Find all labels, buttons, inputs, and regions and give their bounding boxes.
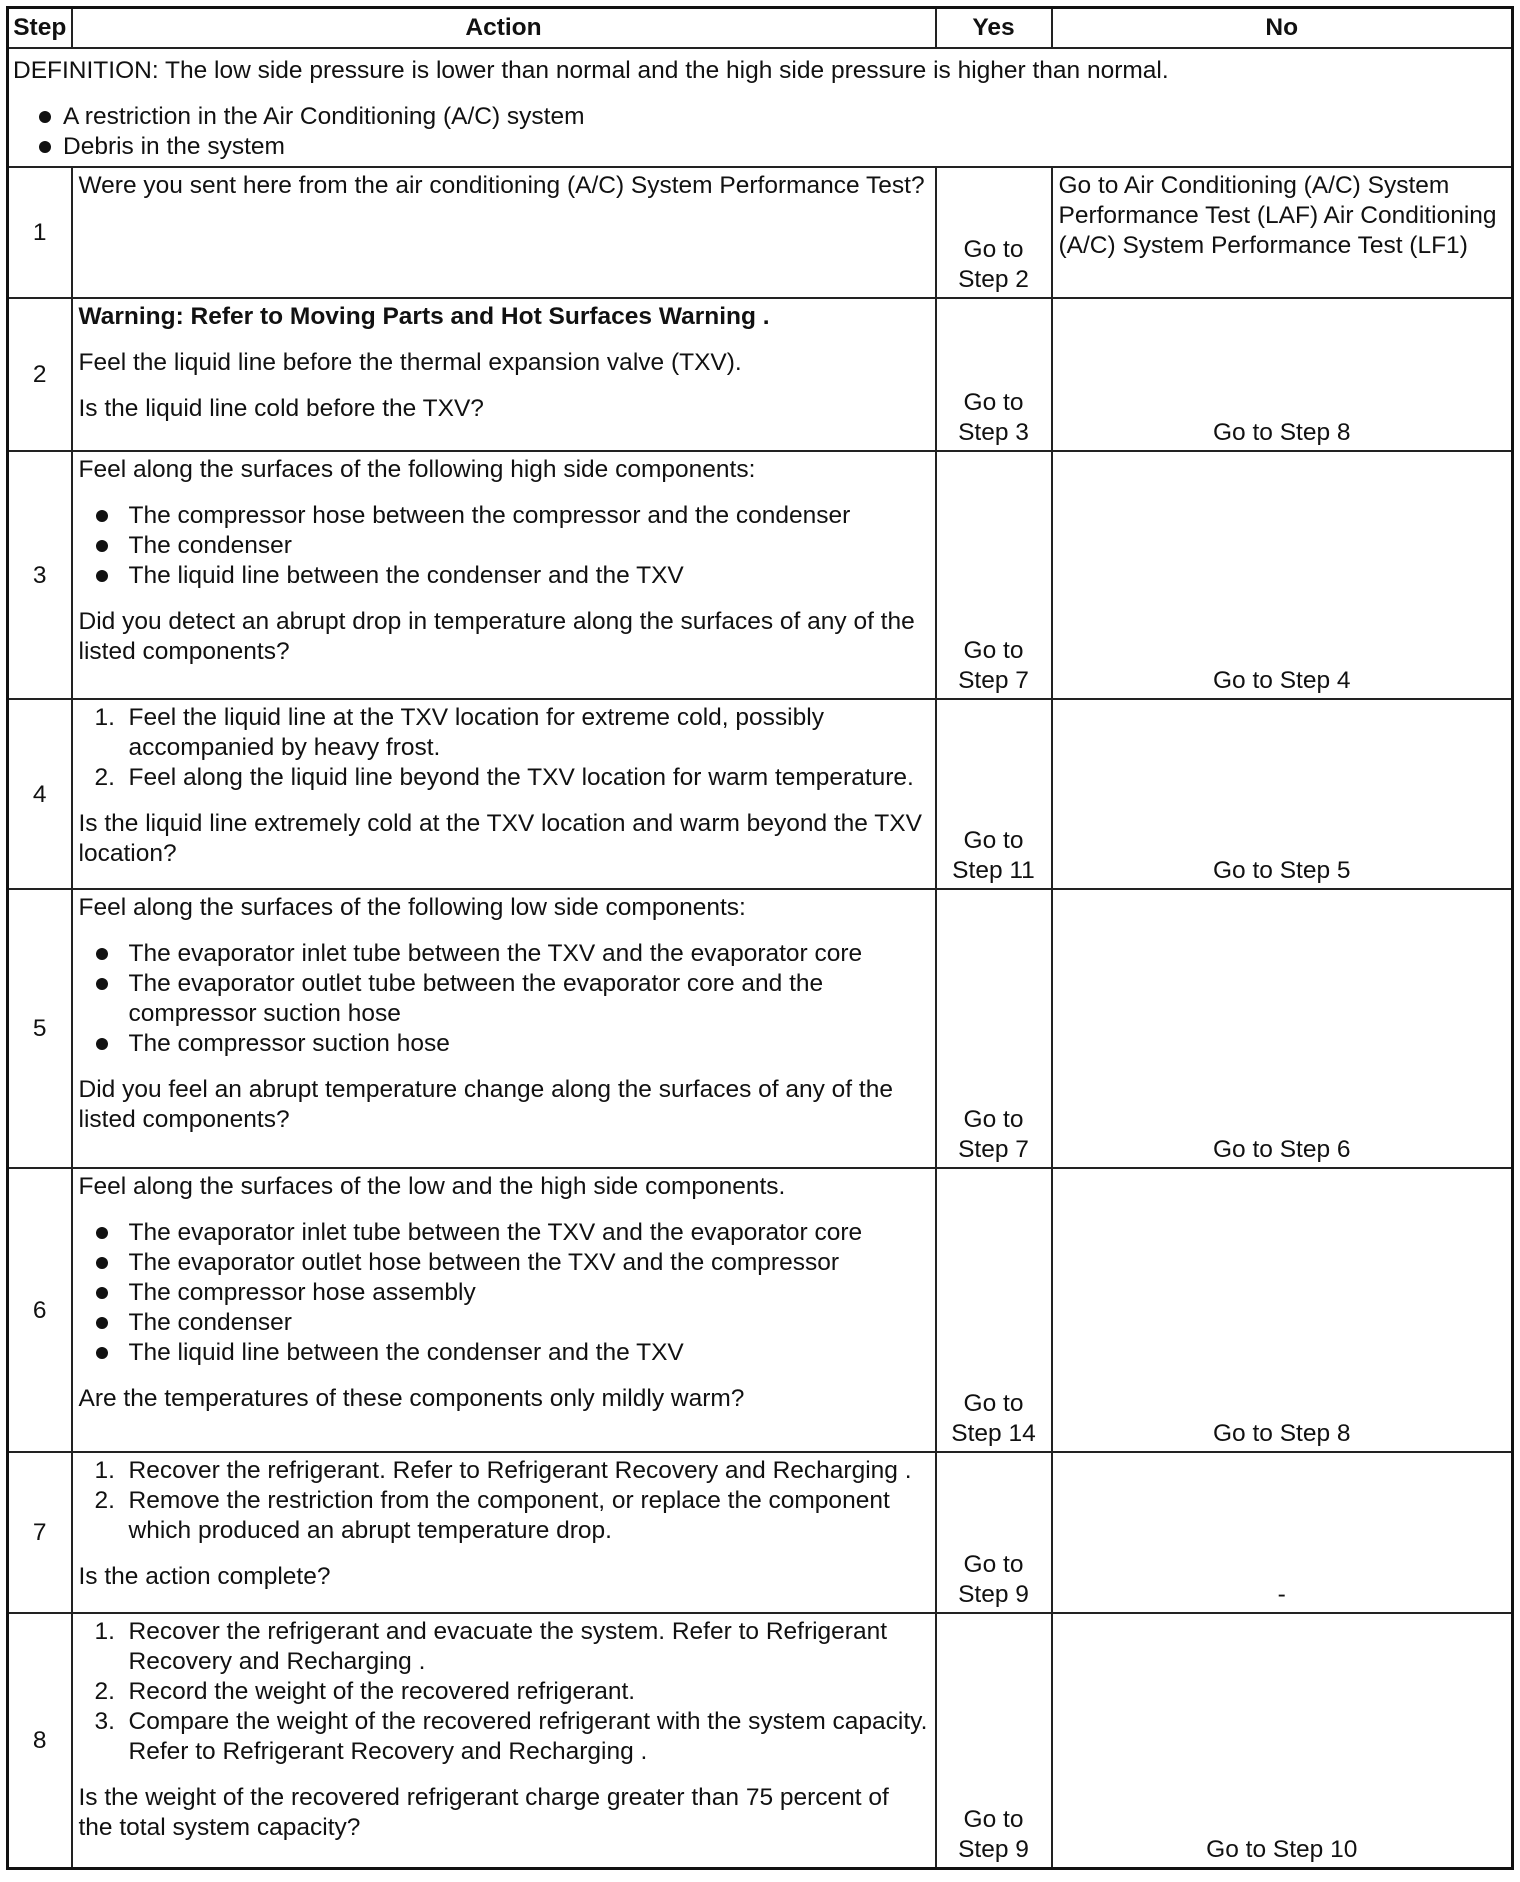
action-bullet: The compressor suction hose [79,1029,929,1059]
action-bullets [79,939,929,1059]
no-cell: - [1052,1452,1513,1613]
table-row [8,1168,1513,1452]
yes-cell: Go to Step 7 [936,889,1052,1168]
header-no: No [1052,8,1513,49]
no-cell: Go to Step 10 [1052,1613,1513,1868]
yes-cell: Go to Step 11 [936,699,1052,889]
yes-cell: Go to Step 9 [936,1613,1052,1868]
yes-cell: Go to Step 7 [936,451,1052,699]
definition-bullet: Debris in the system [13,132,1507,162]
action-step-item: 1. Feel the liquid line at the TXV location for extreme cold, possibly accompanied by heavy frost. [94,704,824,761]
definition-text: DEFINITION: The low side pressure is lower than normal and the high side pressure is higher than normal. [13,57,1169,84]
action-question: Is the action complete? [78,1563,331,1590]
table-row [8,451,1513,699]
step-number: 8 [8,1613,72,1868]
action-bullet: The condenser [79,1308,929,1338]
step-number: 7 [8,1452,72,1613]
action-cell [72,451,936,699]
yes-cell: Go to Step 2 [936,167,1052,298]
header-step: Step [8,8,72,49]
no-cell: Go to Step 5 [1052,699,1513,889]
action-bullet: The compressor hose between the compressor and the condenser [79,501,929,531]
action-bullet: The evaporator outlet hose between the TXV and the compressor [79,1248,929,1278]
action-bullets [79,1218,929,1368]
step-number: 4 [8,699,72,889]
action-cell [72,1168,936,1452]
table-row [8,699,1513,889]
action-cell [72,1452,936,1613]
action-step-item: 2. Record the weight of the recovered refrigerant. [94,1678,636,1705]
definition-bullet: A restriction in the Air Conditioning (A/C) system [13,102,1507,132]
action-intro: Feel along the surfaces of the low and the high side components. [78,1173,786,1200]
action-steps [79,1456,929,1546]
action-steps [79,703,929,793]
header-action: Action [72,8,936,49]
action-bullet: The liquid line between the condenser and the TXV [79,1338,929,1368]
action-step-item: 2. Remove the restriction from the component, or replace the component which produced an abrupt temperature drop. [94,1487,890,1544]
no-cell: Go to Step 6 [1052,889,1513,1168]
action-intro: Feel along the surfaces of the following low side components: [78,894,746,921]
action-steps [79,1617,929,1767]
action-cell [72,889,936,1168]
table-row [8,1452,1513,1613]
definition-row [8,48,1513,167]
action-step-item: 1. Recover the refrigerant. Refer to Refrigerant Recovery and Recharging . [94,1457,912,1484]
action-question: Is the weight of the recovered refrigerant charge greater than 75 percent of the total system capacity? [78,1784,889,1841]
action-question: Were you sent here from the air conditioning (A/C) System Performance Test? [78,172,925,199]
action-step-item: 1. Recover the refrigerant and evacuate the system. Refer to Refrigerant Recovery and Recharging . [94,1618,888,1675]
header-row [8,8,1513,49]
action-question: Did you detect an abrupt drop in temperature along the surfaces of any of the listed components? [78,608,915,665]
yes-cell: Go to Step 9 [936,1452,1052,1613]
action-step-item: 2. Feel along the liquid line beyond the TXV location for warm temperature. [94,764,914,791]
action-question: Did you feel an abrupt temperature change along the surfaces of any of the listed components? [78,1076,893,1133]
action-cell [72,167,936,298]
action-question: Is the liquid line extremely cold at the TXV location and warm beyond the TXV location? [78,810,922,867]
action-cell [72,1613,936,1868]
no-cell: Go to Step 8 [1052,298,1513,451]
action-cell [72,699,936,889]
step-number: 6 [8,1168,72,1452]
action-bullet: The evaporator outlet tube between the evaporator core and the compressor suction hose [79,969,929,1029]
no-cell: Go to Step 8 [1052,1168,1513,1452]
warning-text: Warning: Refer to Moving Parts and Hot Surfaces Warning . [78,303,770,330]
action-intro: Feel the liquid line before the thermal expansion valve (TXV). [78,349,742,376]
action-intro: Feel along the surfaces of the following high side components: [78,456,756,483]
action-bullet: The liquid line between the condenser and the TXV [79,561,929,591]
table-row [8,167,1513,298]
step-number: 1 [8,167,72,298]
no-cell: Go to Step 4 [1052,451,1513,699]
step-number: 3 [8,451,72,699]
action-bullet: The evaporator inlet tube between the TXV and the evaporator core [79,1218,929,1248]
diagnostic-table [6,6,1514,1870]
yes-cell: Go to Step 14 [936,1168,1052,1452]
yes-cell: Go to Step 3 [936,298,1052,451]
diagnostic-table-page [6,6,1511,1870]
definition-bullets [13,102,1507,162]
table-row [8,298,1513,451]
no-cell: Go to Air Conditioning (A/C) System Performance Test (LAF) Air Conditioning (A/C) System Performance Test (LF1) [1052,167,1513,298]
action-question: Are the temperatures of these components only mildly warm? [78,1385,745,1412]
table-row [8,889,1513,1168]
header-yes: Yes [936,8,1052,49]
step-number: 2 [8,298,72,451]
action-question: Is the liquid line cold before the TXV? [78,395,484,422]
action-bullets [79,501,929,591]
definition-cell [8,48,1513,167]
table-row [8,1613,1513,1868]
action-bullet: The evaporator inlet tube between the TXV and the evaporator core [79,939,929,969]
action-step-item: 3. Compare the weight of the recovered refrigerant with the system capacity. Refer to Refrigerant Recovery and Recharging . [94,1708,928,1765]
step-number: 5 [8,889,72,1168]
action-bullet: The compressor hose assembly [79,1278,929,1308]
action-cell [72,298,936,451]
action-bullet: The condenser [79,531,929,561]
